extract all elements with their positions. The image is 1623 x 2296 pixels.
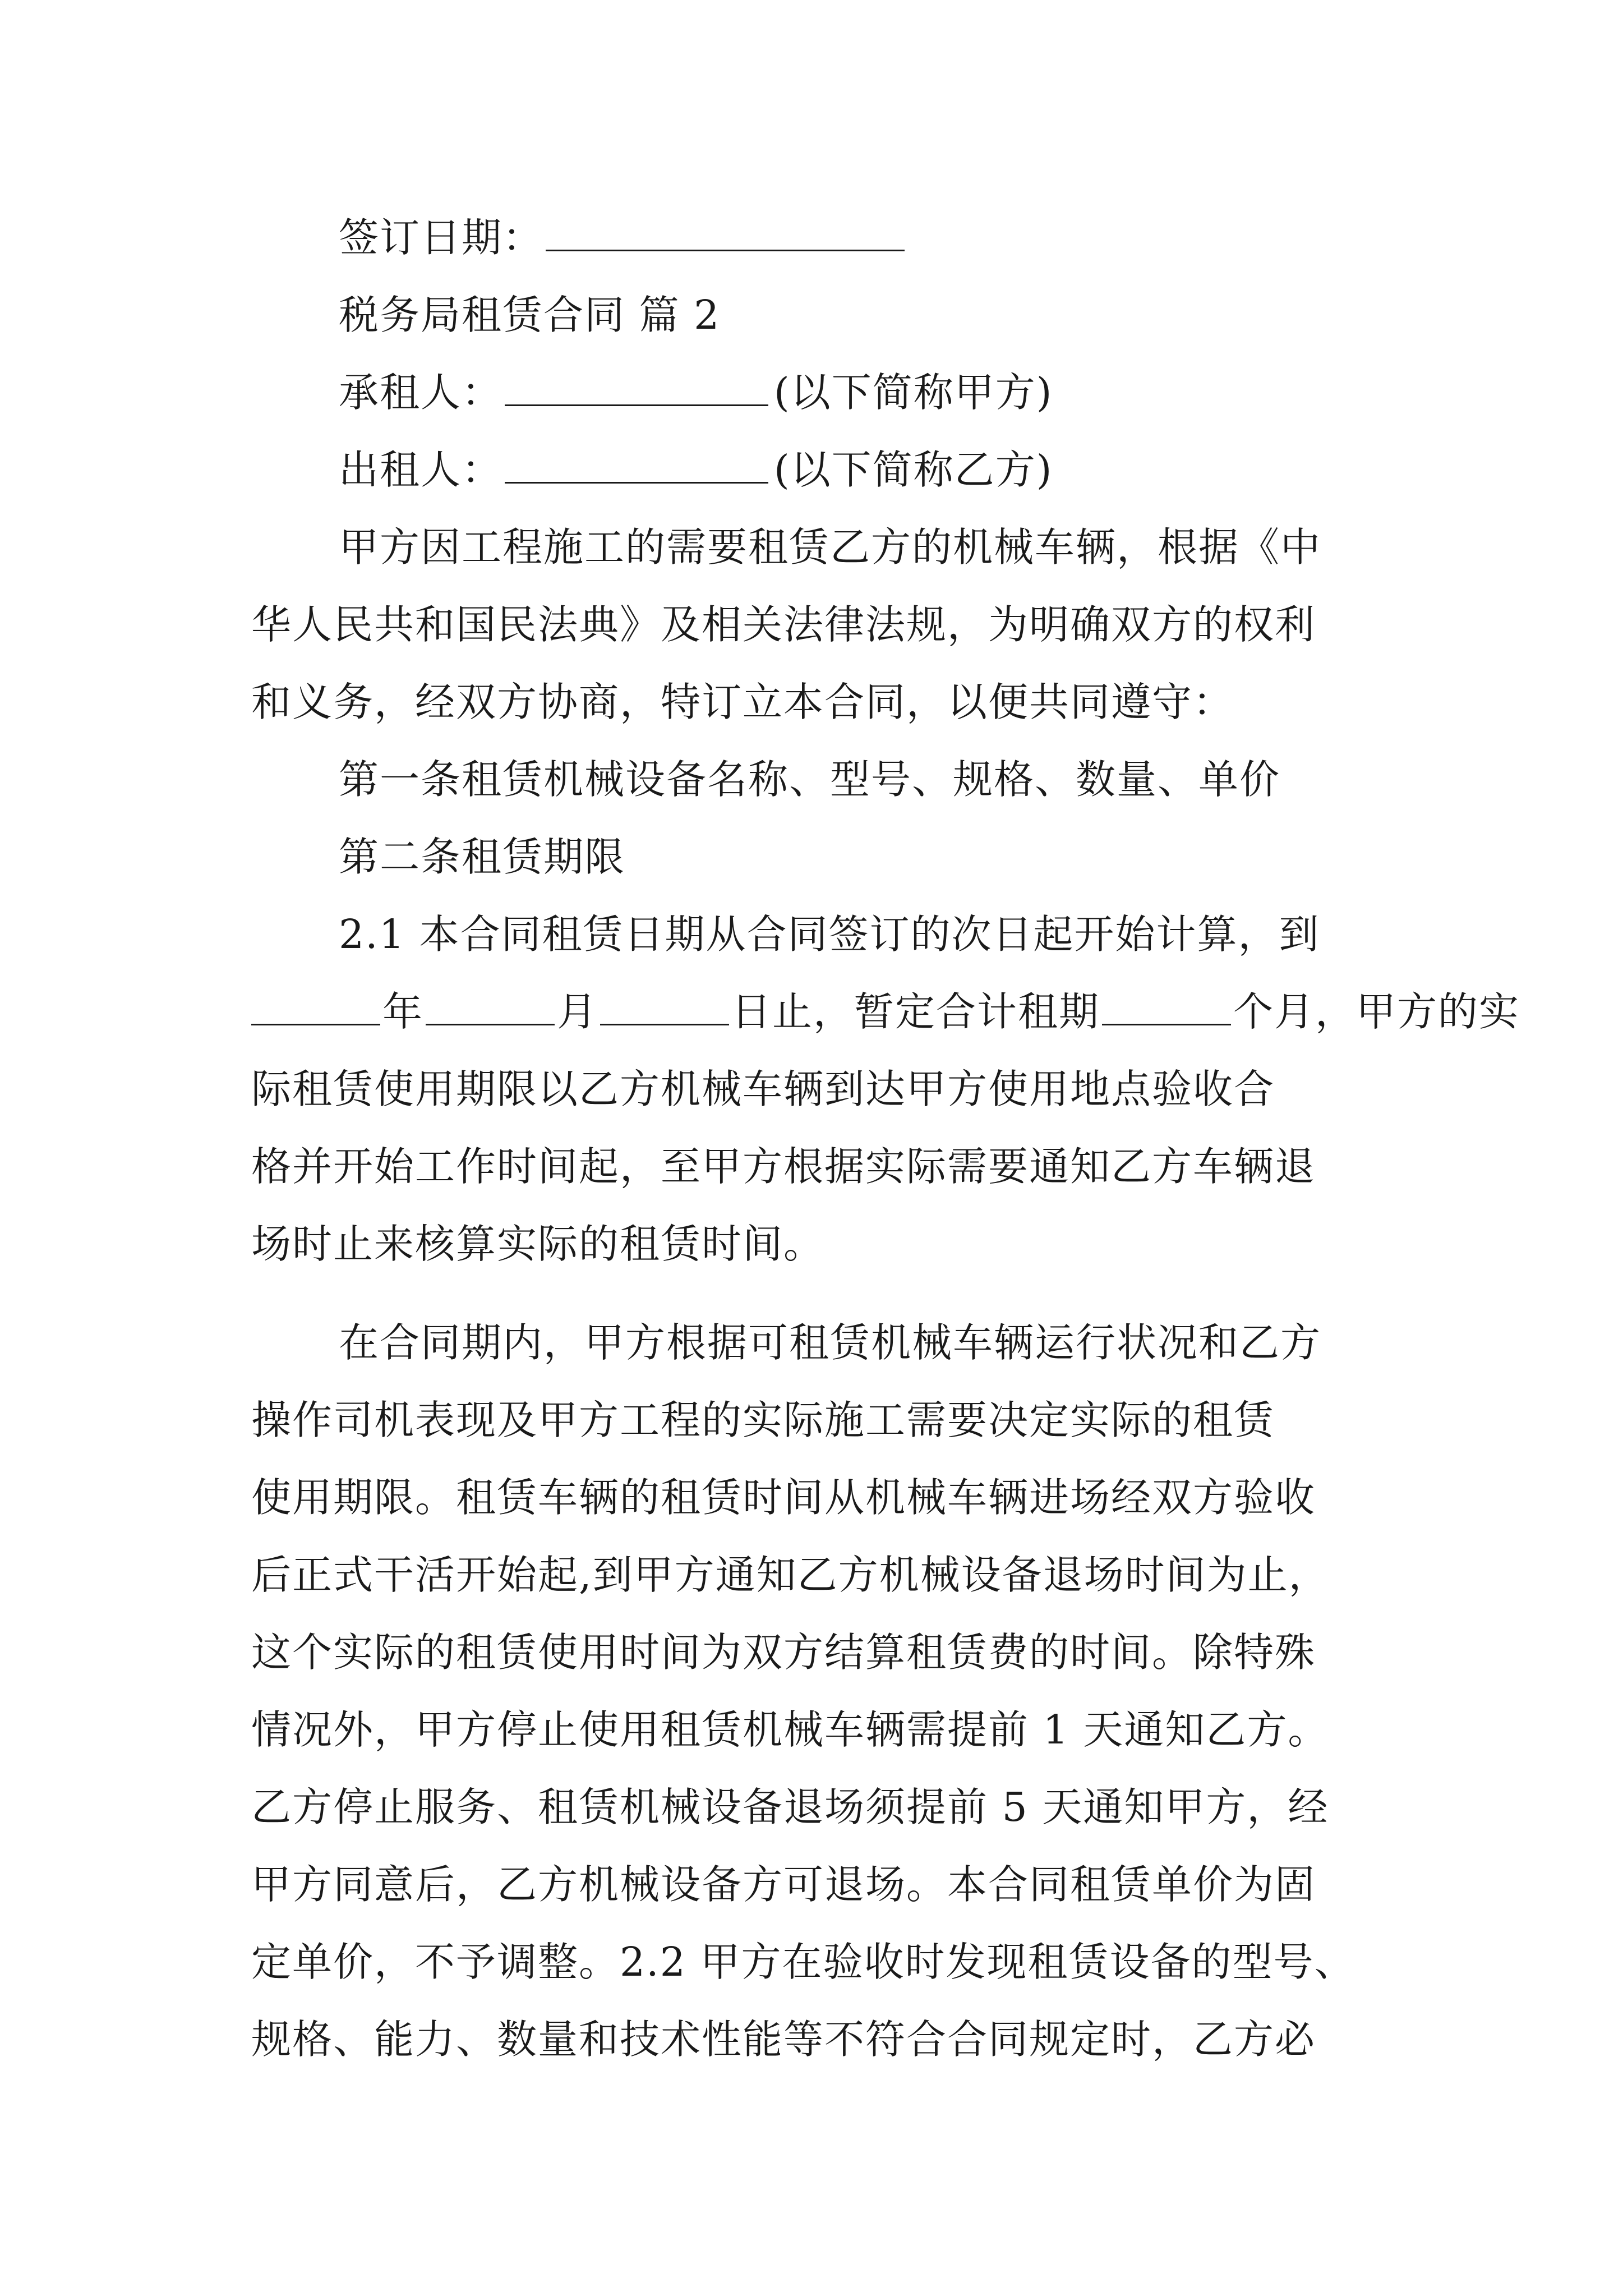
paragraph-line: 使用期限。租赁车辆的租赁时间从机械车辆进场经双方验收 [251, 1474, 1316, 1521]
clause-2-1-line: 格并开始工作时间起，至甲方根据实际需要通知乙方车辆退 [251, 1143, 1316, 1190]
lessee-line [251, 354, 1390, 431]
contract-body [251, 199, 1520, 2078]
term-rest: 个月，甲方的实 [1233, 988, 1520, 1035]
day-text: 日止，暂定合计租期 [731, 988, 1100, 1035]
paragraph-line: 在合同期内，甲方根据可租赁机械车辆运行状况和乙方 [339, 1319, 1322, 1366]
year-blank [251, 990, 380, 1025]
clause-2-1-date-line [251, 973, 1520, 1051]
lessor-blank [505, 448, 768, 484]
signing-date-blank [546, 216, 905, 251]
paragraph-line: 乙方停止服务、租赁机械设备退场须提前 5 天通知甲方，经 [251, 1784, 1329, 1830]
lessor-line [251, 431, 1390, 509]
signing-date-label: 签订日期： [339, 214, 544, 261]
lessee-suffix: (以下简称甲方) [774, 369, 1053, 416]
intro-line: 和义务，经双方协商，特订立本合同，以便共同遵守： [251, 679, 1234, 725]
paragraph-line: 操作司机表现及甲方工程的实际施工需要决定实际的租赁 [251, 1397, 1275, 1443]
lessee-blank [505, 371, 768, 406]
lessee-label: 承租人： [339, 369, 503, 416]
lessor-label: 出租人： [339, 447, 503, 493]
lessor-suffix: (以下简称乙方) [774, 447, 1053, 493]
paragraph-gap [251, 1283, 1390, 1304]
day-blank [600, 990, 729, 1025]
clause-2-1-line: 际租赁使用期限以乙方机械车辆到达甲方使用地点验收合 [251, 1066, 1275, 1112]
paragraph-line: 规格、能力、数量和技术性能等不符合合同规定时，乙方必 [251, 2016, 1316, 2063]
clause-2-1-line: 场时止来核算实际的租赁时间。 [251, 1221, 825, 1267]
month-label: 月 [557, 988, 598, 1035]
paragraph-line: 这个实际的租赁使用时间为双方结算租赁费的时间。除特殊 [251, 1629, 1316, 1676]
paragraph-line: 后正式干活开始起,到甲方通知乙方机械设备退场时间为止， [251, 1552, 1330, 1598]
intro-line: 甲方因工程施工的需要租赁乙方的机械车辆，根据《中 [339, 524, 1322, 570]
article-1-heading: 第一条租赁机械设备名称、型号、规格、数量、单价 [339, 756, 1281, 803]
paragraph-line: 情况外，甲方停止使用租赁机械车辆需提前 1 天通知乙方。 [251, 1706, 1329, 1753]
term-months-blank [1102, 990, 1231, 1025]
intro-line: 华人民共和国民法典》及相关法律法规，为明确双方的权利 [251, 601, 1316, 648]
contract-title: 税务局租赁合同 篇 2 [339, 292, 721, 338]
paragraph-line: 甲方同意后，乙方机械设备方可退场。本合同租赁单价为固 [251, 1861, 1316, 1908]
clause-2-1-line: 2.1 本合同租赁日期从合同签订的次日起开始计算，到 [339, 911, 1320, 958]
article-2-heading: 第二条租赁期限 [339, 834, 626, 880]
year-label: 年 [382, 988, 424, 1035]
signing-date-line [251, 199, 1390, 277]
paragraph-line: 定单价，不予调整。2.2 甲方在验收时发现租赁设备的型号、 [251, 1939, 1355, 1985]
month-blank [426, 990, 555, 1025]
